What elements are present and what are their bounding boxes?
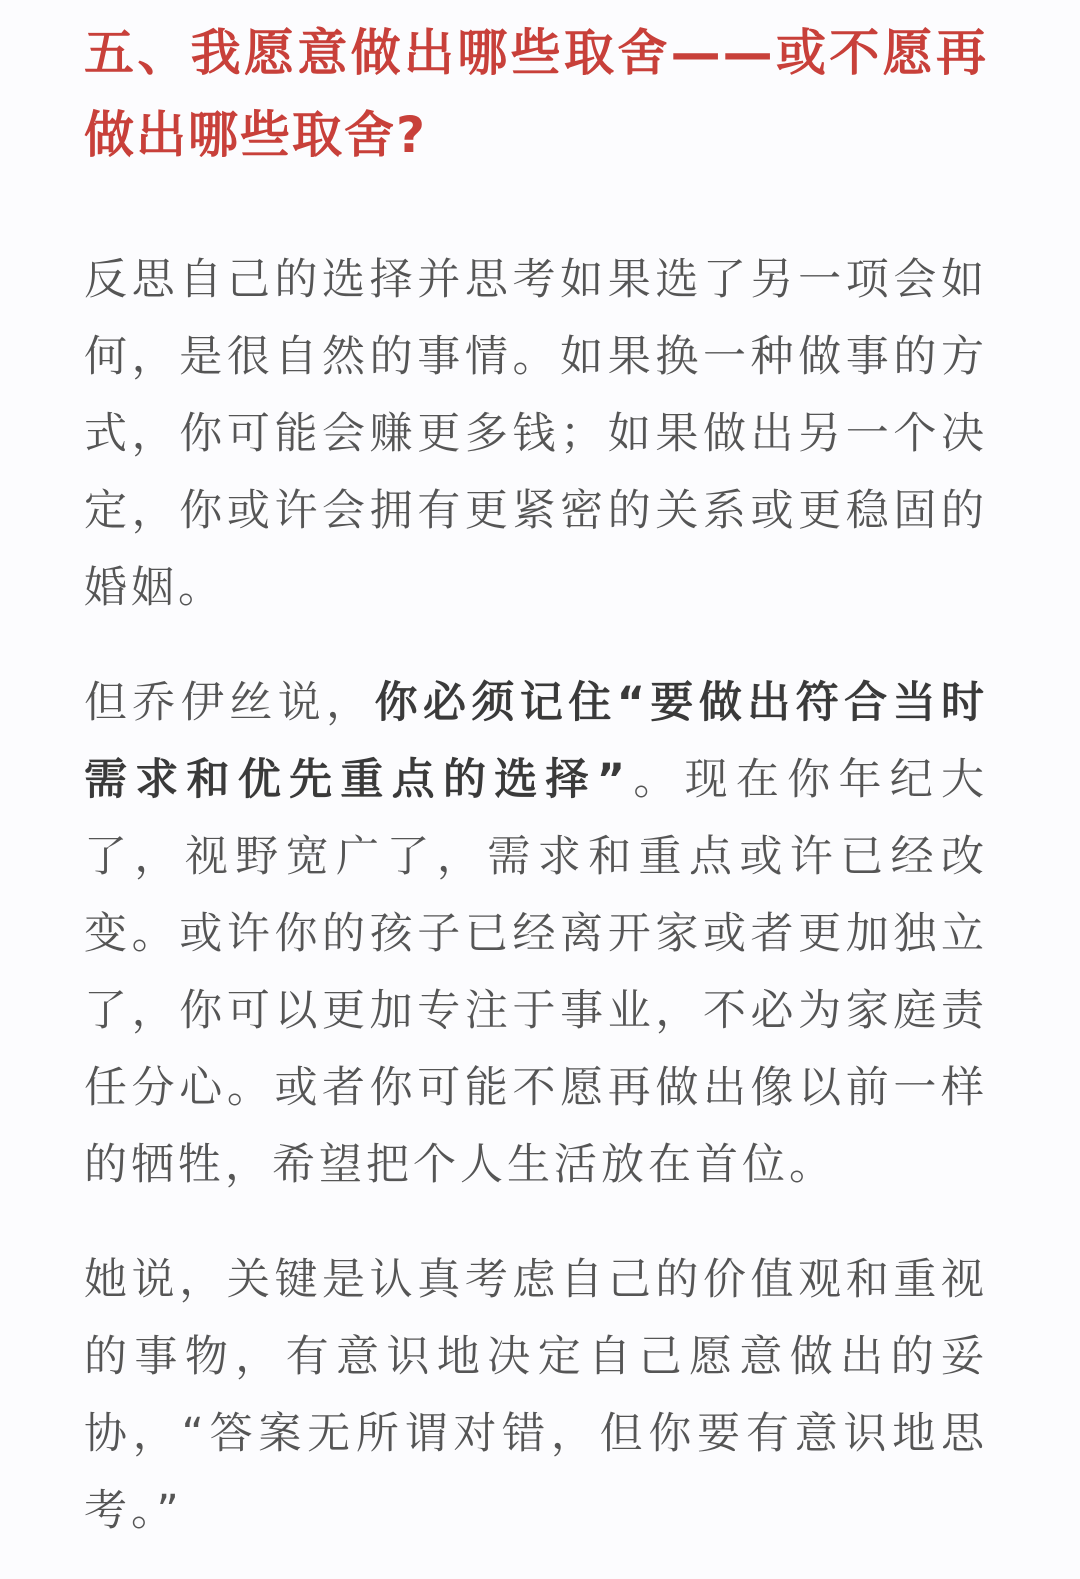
paragraph-reflection: 反思自己的选择并思考如果选了另一项会如何，是很自然的事情。如果换一种做事的方式，你可能会赚更多钱；如果做出另一个决定，你或许会拥有更紧密的关系或更稳固的婚姻。 <box>84 255 988 613</box>
paragraph-joyce-rest: 。现在你年纪大了，视野宽广了，需求和重点或许已经改变。或许你的孩子已经离开家或者更加独立了，你可以更加专注于事业，不必为家庭责任分心。或者你可能不愿再做出像以前一样的牺牲，希望把个人生活放在首位。 <box>84 755 988 1190</box>
article <box>84 0 988 1550</box>
paragraph-joyce-intro: 但乔伊丝说， <box>84 678 375 728</box>
emphasized-quote: 你必须记住“要做出符合当时需求和优先重点的选择” <box>84 678 988 805</box>
section-heading: 五、我愿意做出哪些取舍——或不愿再做出哪些取舍? <box>84 24 988 164</box>
paragraph-joyce-quote <box>84 665 988 1204</box>
paragraph-conclusion: 她说，关键是认真考虑自己的价值观和重视的事物，有意识地决定自己愿意做出的妥协，“答案无所谓对错，但你要有意识地思考。” <box>84 1255 988 1536</box>
